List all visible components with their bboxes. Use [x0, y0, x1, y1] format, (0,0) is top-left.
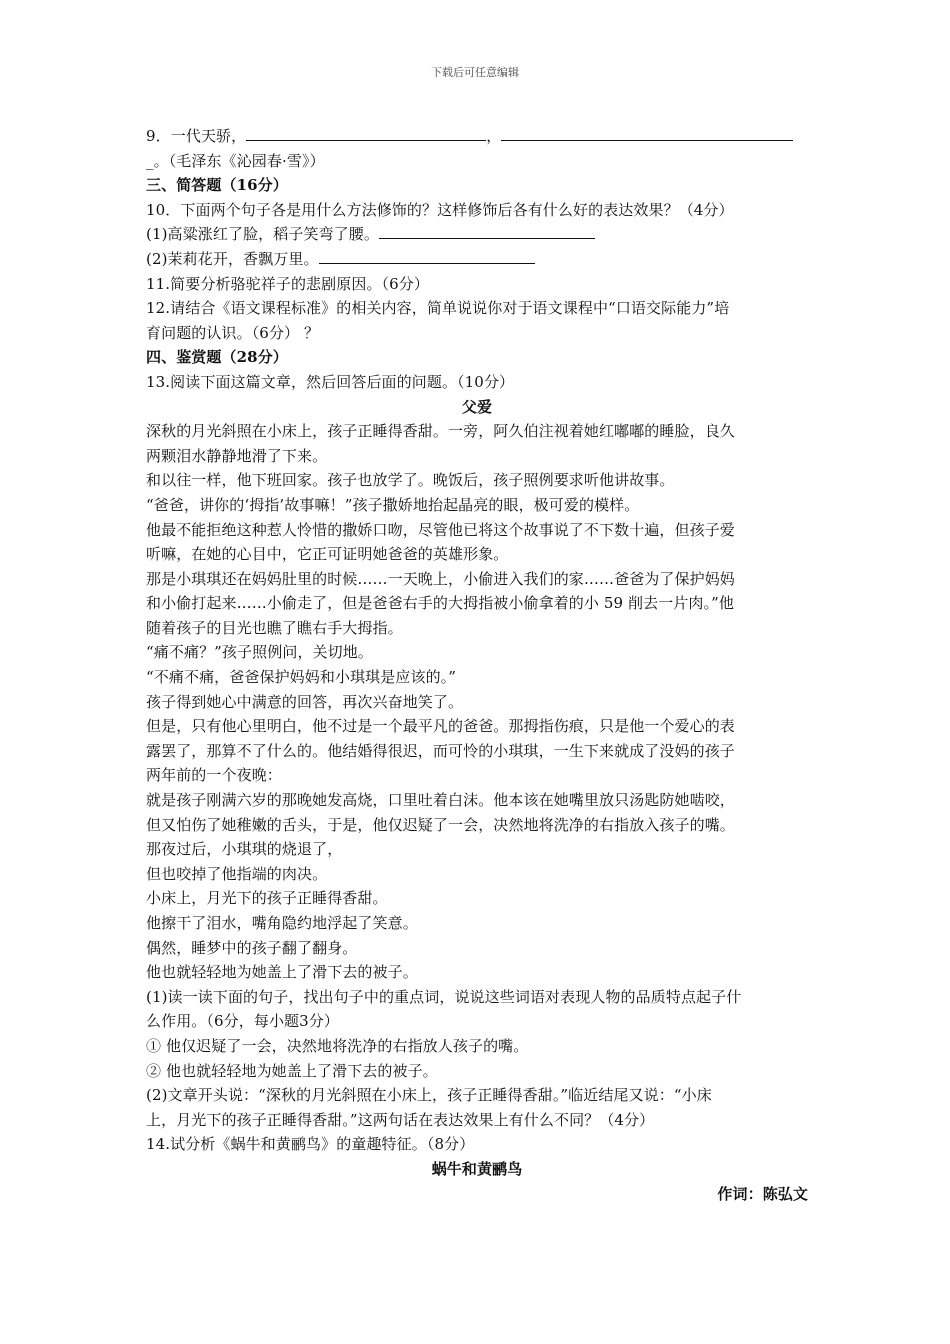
song-author: 作词：陈弘文 [717, 1184, 808, 1203]
story-line: 那夜过后，小琪琪的烧退了， [146, 840, 343, 859]
story-line: 偶然，睡梦中的孩子翻了翻身。 [146, 938, 358, 957]
section-4-heading: 四、鉴赏题（28分） [146, 348, 288, 367]
story-line: 露罢了，那算不了什么的。他结婚得很迟，而可怜的小琪琪，一生下来就成了没妈的孩子 [146, 741, 735, 760]
question-10-sentence-2 [146, 247, 808, 272]
story-text [146, 419, 808, 1157]
story-line: 和小偷打起来……小偷走了，但是爸爸右手的大拇指被小偷拿着的小 59 削去一片肉。”他 [146, 594, 734, 613]
sub-question-line: 上，月光下的孩子正睡得香甜。”这两句话在表达效果上有什么不同？（4分） [146, 1110, 655, 1129]
story-line: 两颗泪水静静地滑了下来。 [146, 446, 328, 465]
sub-question-line: (2)文章开头说：“深秋的月光斜照在小床上，孩子正睡得香甜。”临近结尾又说：“小床 [146, 1086, 712, 1105]
q9-prefix: 9．一代天骄， [146, 127, 247, 145]
story-line: 但也咬掉了他指端的肉决。 [146, 864, 328, 883]
sub-question-line: 么作用。（6分，每小题3分） [146, 1012, 339, 1031]
q10-s1-blank [379, 223, 595, 239]
question-9 [146, 124, 808, 149]
q9-blank-1 [246, 125, 486, 141]
question-10-sentence-1 [146, 222, 808, 247]
q9-line-2: _。（毛泽东《沁园春·雪》） [146, 151, 325, 170]
document-body [146, 124, 808, 1206]
story-line: 两年前的一个夜晚： [146, 766, 282, 785]
story-line: 那是小琪琪还在妈妈肚里的时候……一天晚上，小偷进入我们的家……爸爸为了保护妈妈 [146, 569, 735, 588]
story-line: 孩子得到她心中满意的回答，再次兴奋地笑了。 [146, 692, 464, 711]
q10-s2-blank [319, 248, 535, 264]
story-line: 深秋的月光斜照在小床上，孩子正睡得香甜。一旁，阿久伯注视着她红嘟嘟的睡脸，良久 [146, 422, 735, 441]
story-line: 就是孩子刚满六岁的那晚她发高烧，口里吐着白沫。他本该在她嘴里放只汤匙防她啮咬， [146, 791, 735, 810]
q10-s1-text: (1)高粱涨红了脸，稻子笑弯了腰。 [146, 225, 379, 244]
story-line: 他最不能拒绝这种惹人怜惜的撒娇口吻，尽管他已将这个故事说了不下数十遍，但孩子爱 [146, 520, 735, 539]
story-line: 但是，只有他心里明白，他不过是一个最平凡的爸爸。那拇指伤痕，只是他一个爱心的表 [146, 717, 735, 736]
story-line: 听嘛，在她的心目中，它正可证明她爸爸的英雄形象。 [146, 545, 509, 564]
page-header: 下载后可任意编辑 [431, 66, 519, 79]
story-line: 但又怕伤了她稚嫩的舌头，于是，他仅迟疑了一会，决然地将洗净的右指放入孩子的嘴。 [146, 815, 735, 834]
q10-s2-text: (2)茉莉花开，香飘万里。 [146, 249, 319, 268]
story-line: “不痛不痛，爸爸保护妈妈和小琪琪是应该的。” [146, 668, 457, 687]
question-12-line-1: 12.请结合《语文课程标准》的相关内容，简单说说你对于语文课程中“口语交际能力”培 [146, 299, 730, 318]
question-12-line-2: 育问题的认识。（6分） ？ [146, 323, 320, 342]
song-title: 蜗牛和黄鹂鸟 [431, 1159, 523, 1178]
sub-question-line: ② 他也就轻轻地为她盖上了滑下去的被子。 [146, 1061, 438, 1080]
section-3-heading: 三、简答题（16分） [146, 176, 288, 195]
story-title: 父爱 [461, 397, 493, 416]
story-line: “痛不痛？”孩子照例问，关切地。 [146, 643, 373, 662]
q9-blank-2 [501, 125, 793, 141]
question-10-stem: 10．下面两个句子各是用什么方法修饰的？这样修饰后各有什么好的表达效果？（4分） [146, 200, 734, 219]
question-14: 14.试分析《蜗牛和黄鹂鸟》的童趣特征。（8分） [146, 1135, 475, 1154]
q9-mid: ， [486, 127, 502, 145]
question-11: 11.简要分析骆驼祥子的悲剧原因。（6分） [146, 274, 430, 293]
story-line: 和以往一样，他下班回家。孩子也放学了。晚饭后，孩子照例要求听他讲故事。 [146, 471, 675, 490]
story-line: 他也就轻轻地为她盖上了滑下去的被子。 [146, 963, 418, 982]
sub-question-line: ① 他仅迟疑了一会，决然地将洗净的右指放人孩子的嘴。 [146, 1036, 529, 1055]
story-line: 小床上，月光下的孩子正睡得香甜。 [146, 889, 388, 908]
sub-question-line: (1)读一读下面的句子，找出句子中的重点词，说说这些词语对表现人物的品质特点起子什 [146, 987, 742, 1006]
question-13: 13.阅读下面这篇文章，然后回答后面的问题。（10分） [146, 372, 515, 391]
story-line: 他擦干了泪水，嘴角隐约地浮起了笑意。 [146, 914, 418, 932]
story-line: 随着孩子的目光也瞧了瞧右手大拇指。 [146, 618, 403, 637]
story-line: “爸爸，讲你的‘拇指’故事嘛！”孩子撒娇地抬起晶亮的眼，极可爱的模样。 [146, 495, 640, 514]
